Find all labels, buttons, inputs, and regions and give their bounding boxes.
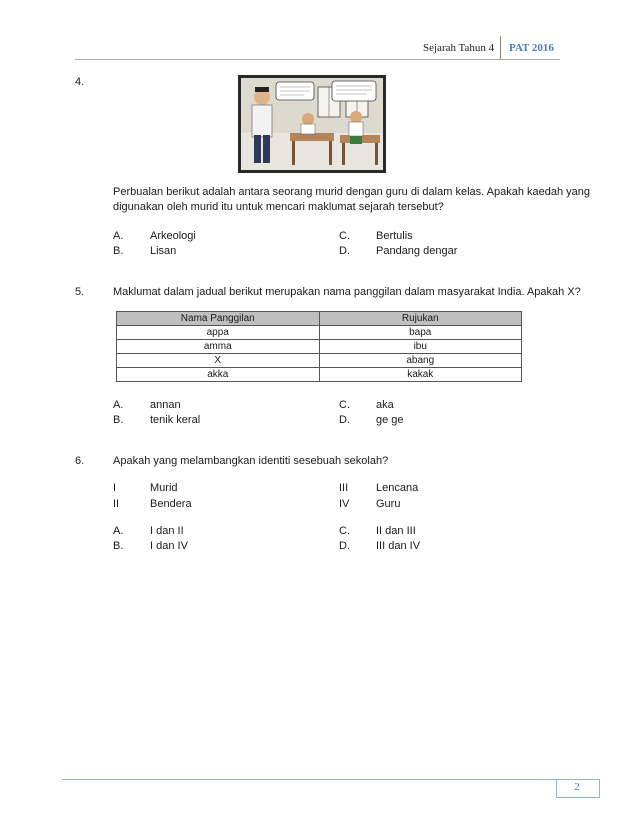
question-4-stem-line-2: digunakan oleh murid itu untuk mencari maklumat sejarah tersebut? — [113, 201, 444, 213]
question-5-option-c-letter: C. — [339, 399, 350, 411]
question-4-option-c-text: Bertulis — [376, 230, 413, 242]
header-rule — [75, 59, 560, 60]
table-cell: kakak — [319, 368, 522, 382]
question-6-stem: Apakah yang melambangkan identiti sesebuah sekolah? — [113, 455, 389, 467]
question-6-item-ii-roman: II — [113, 498, 120, 510]
question-6-item-iii-text: Lencana — [376, 482, 419, 494]
question-6-option-c-text: II dan III — [376, 525, 416, 537]
question-6-option-d-letter: D. — [339, 540, 350, 552]
question-6-number: 6. — [75, 455, 85, 467]
table-row — [117, 340, 522, 354]
question-5-option-b-text: tenik keral — [150, 414, 201, 426]
question-4-number: 4. — [75, 76, 85, 88]
question-5-option-b-letter: B. — [113, 414, 124, 426]
question-4-option-d-text: Pandang dengar — [376, 245, 458, 257]
header-exam-badge: PAT 2016 — [509, 42, 554, 54]
question-6-option-c-letter: C. — [339, 525, 350, 537]
question-4-option-d-letter: D. — [339, 245, 350, 257]
table-row — [117, 354, 522, 368]
classroom-cartoon-image — [238, 75, 386, 173]
question-5-option-a-letter: A. — [113, 399, 124, 411]
table-cell: bapa — [319, 326, 522, 340]
question-5-option-d-text: ge ge — [376, 414, 404, 426]
question-6-option-b-text: I dan IV — [150, 540, 188, 552]
table-cell: ibu — [319, 340, 522, 354]
question-6-option-d-text: III dan IV — [376, 540, 421, 552]
page-number: 2 — [574, 781, 580, 793]
question-4-option-c-letter: C. — [339, 230, 350, 242]
question-6-item-i-roman: I — [113, 482, 117, 494]
question-5-number: 5. — [75, 286, 85, 298]
table-header-cell: Rujukan — [319, 312, 522, 326]
table-header-cell: Nama Panggilan — [117, 312, 320, 326]
table-cell: X — [117, 354, 320, 368]
question-5-option-c-text: aka — [376, 399, 394, 411]
question-4-option-a-text: Arkeologi — [150, 230, 196, 242]
table-row — [117, 368, 522, 382]
question-6-item-iv-text: Guru — [376, 498, 401, 510]
question-5-option-d-letter: D. — [339, 414, 350, 426]
question-4-option-a-letter: A. — [113, 230, 124, 242]
question-4-stem-line-1: Perbualan berikut adalah antara seorang murid dengan guru di dalam kelas. Apakah kaedah yang — [113, 186, 590, 198]
table-header-row — [117, 312, 522, 326]
table-cell: appa — [117, 326, 320, 340]
table-row — [117, 326, 522, 340]
question-6-item-iii-roman: III — [339, 482, 349, 494]
question-6-item-iv-roman: IV — [339, 498, 350, 510]
question-5-stem: Maklumat dalam jadual berikut merupakan nama panggilan dalam masyarakat India. Apakah X? — [113, 286, 581, 298]
question-6-option-b-letter: B. — [113, 540, 124, 552]
table-cell: amma — [117, 340, 320, 354]
table-cell: akka — [117, 368, 320, 382]
table-cell: abang — [319, 354, 522, 368]
nickname-table — [116, 311, 522, 382]
header-subject: Sejarah Tahun 4 — [423, 42, 495, 54]
footer-rule — [62, 779, 556, 780]
question-4-option-b-letter: B. — [113, 245, 124, 257]
question-6-option-a-text: I dan II — [150, 525, 184, 537]
question-4-option-b-text: Lisan — [150, 245, 177, 257]
question-6-item-i-text: Murid — [150, 482, 178, 494]
question-6-item-ii-text: Bendera — [150, 498, 192, 510]
header-divider — [500, 36, 501, 60]
question-6-option-a-letter: A. — [113, 525, 124, 537]
question-5-option-a-text: annan — [150, 399, 181, 411]
classroom-cartoon-illustration — [238, 75, 386, 173]
